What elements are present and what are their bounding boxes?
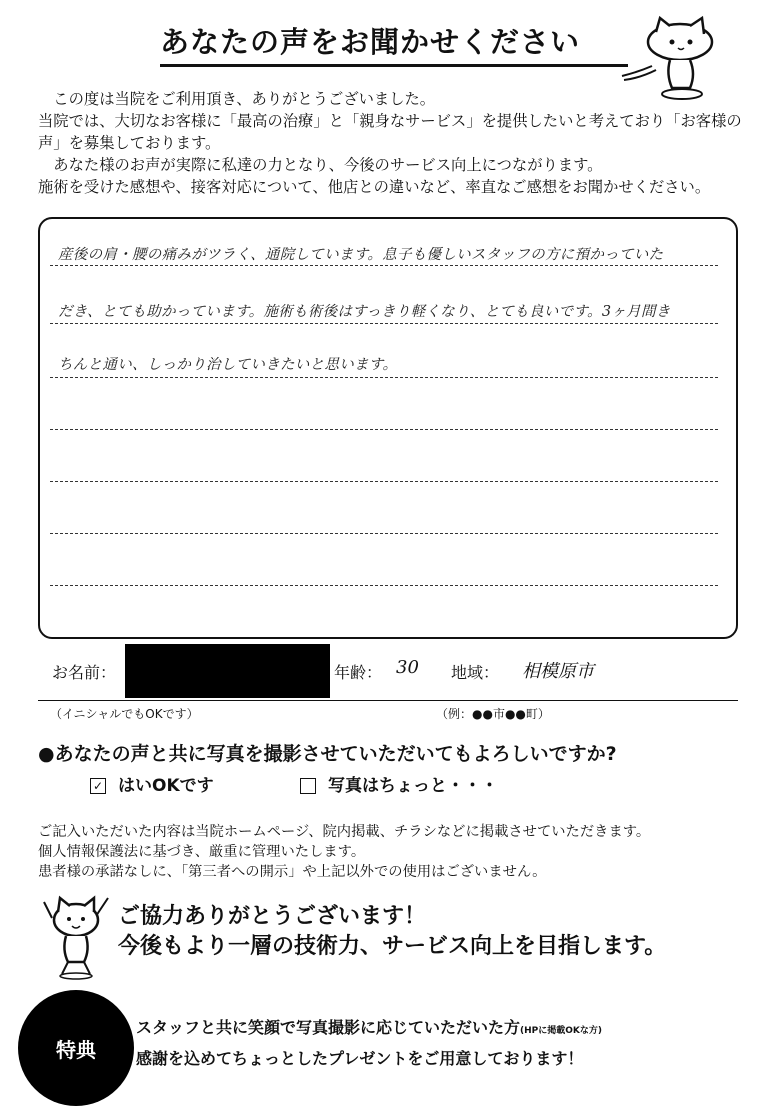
bonus-line-1: スタッフと共に笑顔で写真撮影に応じていただいた方(HPに掲載OKな方) — [136, 1018, 602, 1037]
photo-question: ●あなたの声と共に写真を撮影させていただいてもよろしいですか? — [38, 743, 617, 765]
intro-line: あなた様のお声が実際に私達の力となり、今後のサービス向上につながります。 — [53, 156, 603, 174]
region-example-note: （例：●●市●●町） — [436, 707, 550, 721]
title-underline — [160, 64, 628, 67]
bonus-line-1-note: (HPに掲載OKな方) — [520, 1026, 602, 1036]
bonus-badge: 特典 — [18, 990, 134, 1106]
cat-mascot-cheer-icon — [38, 888, 116, 980]
comment-ruled-line — [50, 533, 718, 534]
name-redacted-field — [125, 644, 330, 698]
comment-ruled-line — [50, 585, 718, 586]
region-value: 相模原市 — [522, 661, 594, 682]
intro-text — [38, 88, 750, 198]
comment-ruled-line — [50, 481, 718, 482]
intro-line: 当院では、大切なお客様に「最高の治療」と「親身なサービス」を提供したいと考えており「お客様の声」を募集しております。 — [38, 112, 742, 152]
page-title: あなたの声をお聞かせください — [160, 25, 581, 59]
initial-note: （イニシャルでもOKです） — [50, 707, 199, 721]
thanks-line-2: 今後もより一層の技術力、サービス向上を目指します。 — [118, 934, 667, 959]
comment-ruled-line — [50, 429, 718, 430]
comment-ruled-line — [50, 377, 718, 378]
comment-handwritten-line: 産後の肩・腰の痛みがツラく、通院しています。息子も優しいスタッフの方に預かっていた — [58, 247, 664, 263]
notice-line: ご記入いただいた内容は当院ホームページ、院内掲載、チラシなどに掲載させていただきます。 — [38, 824, 651, 840]
checkbox-checked-icon[interactable]: ✓ — [90, 778, 106, 794]
comment-handwritten-line: だき、とても助かっています。施術も術後はすっきり軽くなり、とても良いです。3ヶ月間き — [58, 304, 671, 320]
bonus-text — [136, 1014, 602, 1073]
intro-line: この度は当院をご利用頂き、ありがとうございました。 — [53, 90, 436, 108]
comment-ruled-line — [50, 323, 718, 324]
name-label: お名前： — [52, 663, 117, 682]
notice-line: 患者様の承諾なしに、「第三者への開示」や上記以外での使用はございません。 — [38, 864, 547, 880]
comment-handwritten-line: ちんと通い、しっかり治していきたいと思います。 — [58, 357, 398, 373]
age-label: 年齢： — [334, 663, 383, 682]
photo-option-no-label: 写真はちょっと・・・ — [328, 776, 498, 796]
region-label: 地域： — [451, 663, 500, 682]
age-value: 30 — [396, 657, 419, 678]
photo-option-yes[interactable] — [90, 771, 214, 796]
bonus-line-2: 感謝を込めてちょっとしたプレゼントをご用意しております！ — [136, 1049, 584, 1068]
notice-line: 個人情報保護法に基づき、厳重に管理いたします。 — [38, 844, 366, 860]
intro-line: 施術を受けた感想や、接客対応について、他店との違いなど、率直なご感想をお聞かせください。 — [38, 178, 711, 196]
thanks-line-1: ご協力ありがとうございます！ — [118, 904, 427, 929]
thanks-message — [118, 902, 666, 962]
photo-option-no[interactable] — [300, 771, 498, 796]
privacy-notice — [38, 822, 650, 882]
checkbox-icon[interactable] — [300, 778, 316, 794]
comment-ruled-line — [50, 265, 718, 266]
comment-box — [38, 217, 738, 639]
form-underline — [38, 700, 738, 701]
photo-option-yes-label: はいOKです — [118, 776, 214, 796]
